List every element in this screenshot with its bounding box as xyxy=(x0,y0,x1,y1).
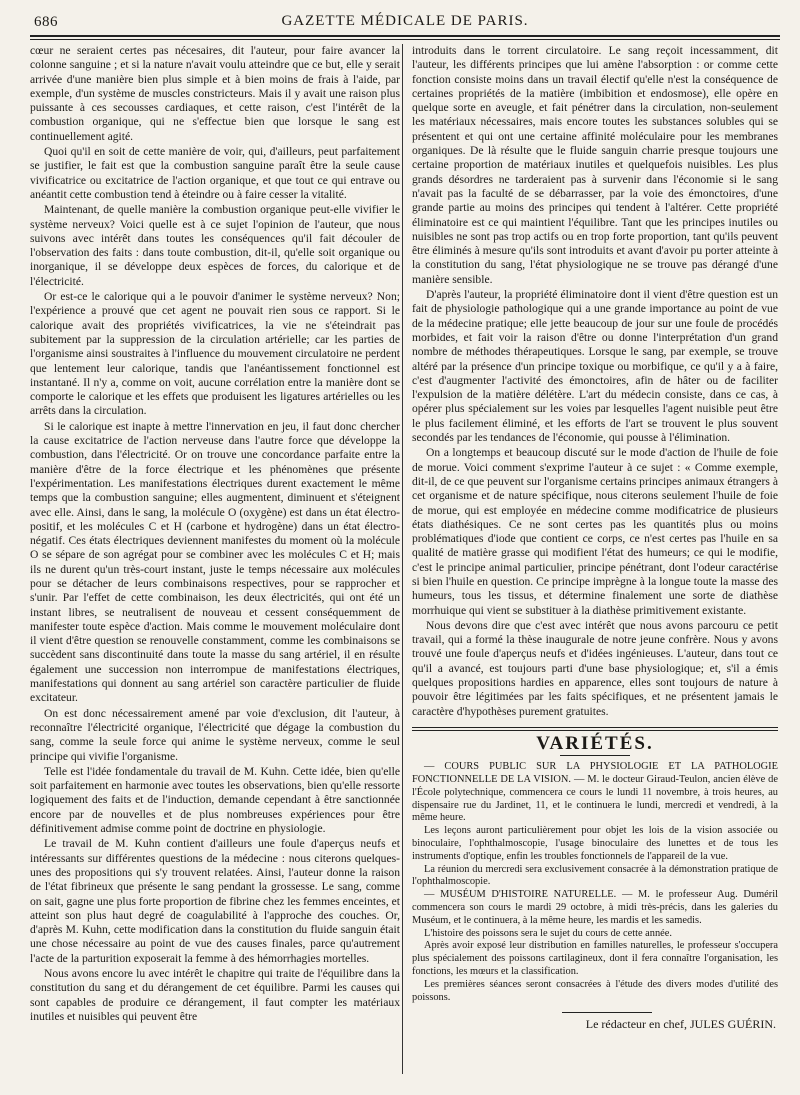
varietes-paragraph: Après avoir exposé leur distribution en familles naturelles, le professeur s'occupera plus spécialement des poissons cartilagineux, dont il fera connaître l'organisation, les fonctions, les mœurs et la classification. xyxy=(412,940,778,977)
varietes-title: VARIÉTÉS. xyxy=(536,732,654,754)
left-column xyxy=(30,44,400,1025)
paragraph: Nous avons encore lu avec intérêt le chapitre qui traite de l'équilibre dans la constitution du sang et du dérangement de cet équilibre. Parmi les causes qui sont capables de produire ce dérangement, il faut compter les matériaux inutiles et nuisibles qui peuvent être xyxy=(30,967,400,1023)
varietes-section xyxy=(412,761,778,1004)
header-rule xyxy=(30,35,780,37)
paragraph: D'après l'auteur, la propriété éliminatoire dont il vient d'être question est un fait de physiologie pathologique qui a une grande importance au point de vue de la médecine pratique; elle jette beaucoup de jour sur une foule de procédés morbides, et fait voir la raison d'être ou donne l'interprétation d'un grand nombre de méthodes thérapeutiques. Lorsque le sang, par exemple, se trouve altéré par la présence d'un principe toxique ou morbifique, ce qu'il y a à faire, c'est d'augmenter l'activité des émonctoires, afin de hâter ou de faciliter l'expulsion de la matière délétère. L'art du médecin consiste, dans ce cas, à opérer plus spécialement sur les voies par lesquelles l'agent nuisible peut être le plus facilement éliminé, et les efforts de l'art se trouvent le plus souvent secondés par les tendances de l'économie, qui pousse à l'élimination. xyxy=(412,288,778,445)
right-column xyxy=(412,44,778,1032)
varietes-paragraph: L'histoire des poissons sera le sujet du cours de cette année. xyxy=(424,927,673,939)
page-number: 686 xyxy=(34,14,58,30)
varietes-paragraph: Les leçons auront particulièrement pour objet les lois de la vision associée ou binoculaire, l'ophthalmoscopie, l'usage binoculaire des lunettes et de tous les instruments d'optique, enfin les troubles fonctionnels de l'appareil de la vue. xyxy=(412,825,778,862)
paragraph: cœur ne seraient certes pas nécesaires, dit l'auteur, pour faire avancer la colonne sanguine ; et si la nature n'avait voulu atteindre que ce but, elle y serait arrivée d'une manière bien plus simple et à bien moins de frais à l'aide, par exemple, d'un système de muscles constricteurs. Mais il y avait une raison plus puissante à ces secousses cardiaques, et cette raison, c'est l'intérêt de la combustion organique, qui ne s'effectue bien que lorsque le sang est continuellement agité. xyxy=(30,44,400,143)
paragraph: Quoi qu'il en soit de cette manière de voir, qui, d'ailleurs, peut parfaitement se justifier, le fait est que la combustion sanguine paraît être la seule cause vivificatrice ou excitatrice de l'action organique, et que tout ce qui entrave ou anéantit cette combustion tend à éteindre ou à faire cesser la vitalité. xyxy=(30,145,400,201)
paragraph: Telle est l'idée fondamentale du travail de M. Kuhn. Cette idée, bien qu'elle soit parfaitement en harmonie avec toutes les observations, bien qu'elle ressorte logiquement des faits et de l'induction, demande cependant à être sanctionnée encore par de nouvelles et de plus nombreuses expériences pour être définitivement admise comme point de doctrine en physiologie. xyxy=(30,764,400,836)
signature-rule xyxy=(562,1012,652,1013)
header-rule-thin xyxy=(30,39,780,40)
paragraph: Nous devons dire que c'est avec intérêt que nous avons parcouru ce petit travail, qui a formé la thèse inaugurale de notre jeune confrère. Nous y avons trouvé une foule d'aperçus neufs et d'idées ingénieuses. L'auteur, dans tout ce qu'il a avancé, est toujours parti d'une base physiologique; et, s'il a émis quelques propositions hardies en apparence, elles sont toujours de nature à pouvoir être légitimées par les faits spécifiques, et ne présentent jamais le caractère d'hypothèses purement gratuites. xyxy=(412,618,778,718)
varietes-paragraph: Les premières séances seront consacrées à l'étude des divers modes d'utilité des poissons. xyxy=(412,978,778,1003)
title-rule xyxy=(560,755,630,756)
paragraph: Maintenant, de quelle manière la combustion organique peut-elle vivifier le système nerveux? Voici quelle est à ce sujet l'opinion de l'auteur, que nous suivons avec intérêt dans toutes les conséquences qu'il fait découler de l'observation des faits : dans toute combustion, dit-il, qu'elle soit organique ou inorganique, il se développe deux espèces de forces, du calorique et de l'électricité. xyxy=(30,203,400,288)
paragraph: Le travail de M. Kuhn contient d'ailleurs une foule d'aperçus neufs et intéressants sur différentes questions de la médecine : nous citerons quelques-unes des propositions qui s'y trouvent relatées. Ainsi, l'auteur donne la raison de l'état fibrineux que présente le sang pendant la grossesse. Le sang, comme on sait, gagne une plus forte proportion de fibrine chez les femmes enceintes, et atteint son plus haut degré de coagulabilité à l'approche des couches. Or, d'après M. Kuhn, cette modification dans la constitution du fluide sanguin était une chose nécessaire au point de vue des causes finales, parce qu'autrement l'acte de la parturition exposerait la femme à des hémorrhagies mortelles. xyxy=(30,837,400,965)
editor-signature: Le rédacteur en chef, JULES GUÉRIN. xyxy=(585,1017,776,1032)
varietes-paragraph: — COURS PUBLIC SUR LA PHYSIOLOGIE ET LA PATHOLOGIE FONCTIONNELLE DE LA VISION. — M. le docteur Giraud-Teulon, ancien élève de l'École polytechnique, commencera ce cours le lundi 11 novembre, à trois heures, au dispensaire rue du Jardinet, 11, et le continuera le lundi, mercredi et vendredi, à la même heure. xyxy=(412,761,778,824)
paragraph: On a longtemps et beaucoup discuté sur le mode d'action de l'huile de foie de morue. Voici comment s'exprime l'auteur à ce sujet : « Comme exemple, dit-il, de ce que peuvent sur l'organisme certains principes animaux étrangers à cet organisme et de nature spécifique, nous citerons seulement l'huile de foie de morue, qui est employée en médecine comme modificatrice de plusieurs états diathésiques. Ce ne sont certes pas les quantités plus ou moins problématiques d'iode que contient ce corps, ce n'est certes pas l'huile en sa qualité de matière grasse qui modifient l'état des humeurs; ce qui le modifie, c'est le principe animal particulier, principe pénétrant, dont l'odeur caractérise si bien l'huile en question. Ce principe imprègne à la longue toute la masse des humeurs, tous les tissus, et détermine finalement une sorte de diathèse morrhuique qui vient se substituer à la diathèse primitivement existante. xyxy=(412,446,778,617)
varietes-paragraph: — MUSÉUM D'HISTOIRE NATURELLE. — M. le professeur Aug. Duméril commencera son cours le mardi 29 octobre, à midi très-précis, dans les galeries du Muséum, et le continuera, à la même heure, les mardis et les samedis. xyxy=(412,889,778,926)
varietes-paragraph: La réunion du mercredi sera exclusivement consacrée à la démonstration pratique de l'ophthalmoscopie. xyxy=(412,863,778,888)
section-separator-thin xyxy=(412,730,778,731)
paragraph: Or est-ce le calorique qui a le pouvoir d'animer le système nerveux? Non; l'expérience a prouvé que cet agent ne pouvait rien sous ce rapport. Si le calorique avait des propriétés vivificatrices, la vie ne s'éteindrait pas subitement par la suppression de la circulation artérielle; car les parties de l'organisme ainsi soustraites à l'influence du mouvement circulatoire ne perdent que lentement leur calorique, tandis que l'anéantissement fonctionnel est instantané. Il n'y a, comme on voit, aucune corrélation entre la manière dont se comporte le calorique et les effets que produisent les ligatures artérielles ou les arrêts dans la circulation. xyxy=(30,290,400,418)
paragraph: Si le calorique est inapte à mettre l'innervation en jeu, il faut donc chercher la cause excitatrice de l'action nerveuse dans l'autre force que développe la combustion, dans l'électricité. Or on trouve une concordance parfaite entre la manière d'être de la force électrique et les phénomènes que présente l'expérimentation. Les manifestations électriques durent exactement le même temps que la combustion sanguine; elles augmentent, diminuent et s'éteignent avec elle. Ainsi, dans le sang, la molécule O (oxygène) est dans un état électro-positif, et les molécules C et H (carbone et hydrogène) dans un état électro-négatif. Ces états électriques deviennent manifestes du moment où la molécule O se sépare de son agrégat pour se combiner avec les molécules C et H; mais ils ne durent qu'un très-court instant, juste le temps nécessaire aux molécules pour se détacher de leurs combinaisons respectives, pour se rapprocher et s'unir. Par l'effet de cette combinaison, les deux électricités, qui ont été un instant libres, se neutralisent de nouveau et cessent conséquemment de manifester toute espèce d'action. Mais comme le mouvement moléculaire dont il vient d'être question se renouvelle constamment, comme les combinaisons se succèdent sans discontinuité dans toute la masse du sang artériel, il en résulte également une succession non interrompue de manifestations électriques, manifestations qui donnent au sang artériel son caractère particulier de fluide excitateur. xyxy=(30,419,400,705)
paragraph: On est donc nécessairement amené par voie d'exclusion, dit l'auteur, à reconnaître l'électricité organique, l'électricité que dégage la combustion du sang, comme la seule force qui anime le système nerveux, comme le seul principe qui vivifie l'organisme. xyxy=(30,706,400,763)
column-divider xyxy=(402,44,403,1074)
page-header xyxy=(30,12,780,34)
section-separator xyxy=(412,727,778,728)
running-title: GAZETTE MÉDICALE DE PARIS. xyxy=(281,13,529,29)
paragraph: introduits dans le torrent circulatoire. Le sang reçoit incessamment, dit l'auteur, les différents principes que lui amène l'absorption : or comme cette fonction consiste moins dans un travail électif qu'elle n'est la conséquence de certaines propriétés de la matière (imbibition et endosmose), elle opère en quelque sorte en aveugle, et fait pénétrer dans la circulation, non-seulement les matériaux nécessaires, mais encore toutes les substances solubles qui se présentent et qui ont une certaine affinité moléculaire pour les membranes organiques. De là résulte que le fluide sanguin charrie presque toujours une certaine proportion de matériaux inutiles et quelquefois nuisibles. Les plus grands désordres ne tarderaient pas à survenir dans l'économie si le sang n'avait pas la faculté de se débarrasser, par la voie des émonctoires, d'une grande partie au moins des principes qui tendent à l'altérer. Cette propriété éliminatoire est ce qui maintient l'équilibre. Tant que les principes inutiles ou nuisibles ne sont pas trop actifs ou en trop forte proportion, tant qu'ils peuvent être éliminés à mesure qu'ils sont introduits et avant d'avoir pu porter atteinte à la constitution du sang, l'état physiologique ne se trouve pas dérangé d'une manière sensible. xyxy=(412,44,778,286)
